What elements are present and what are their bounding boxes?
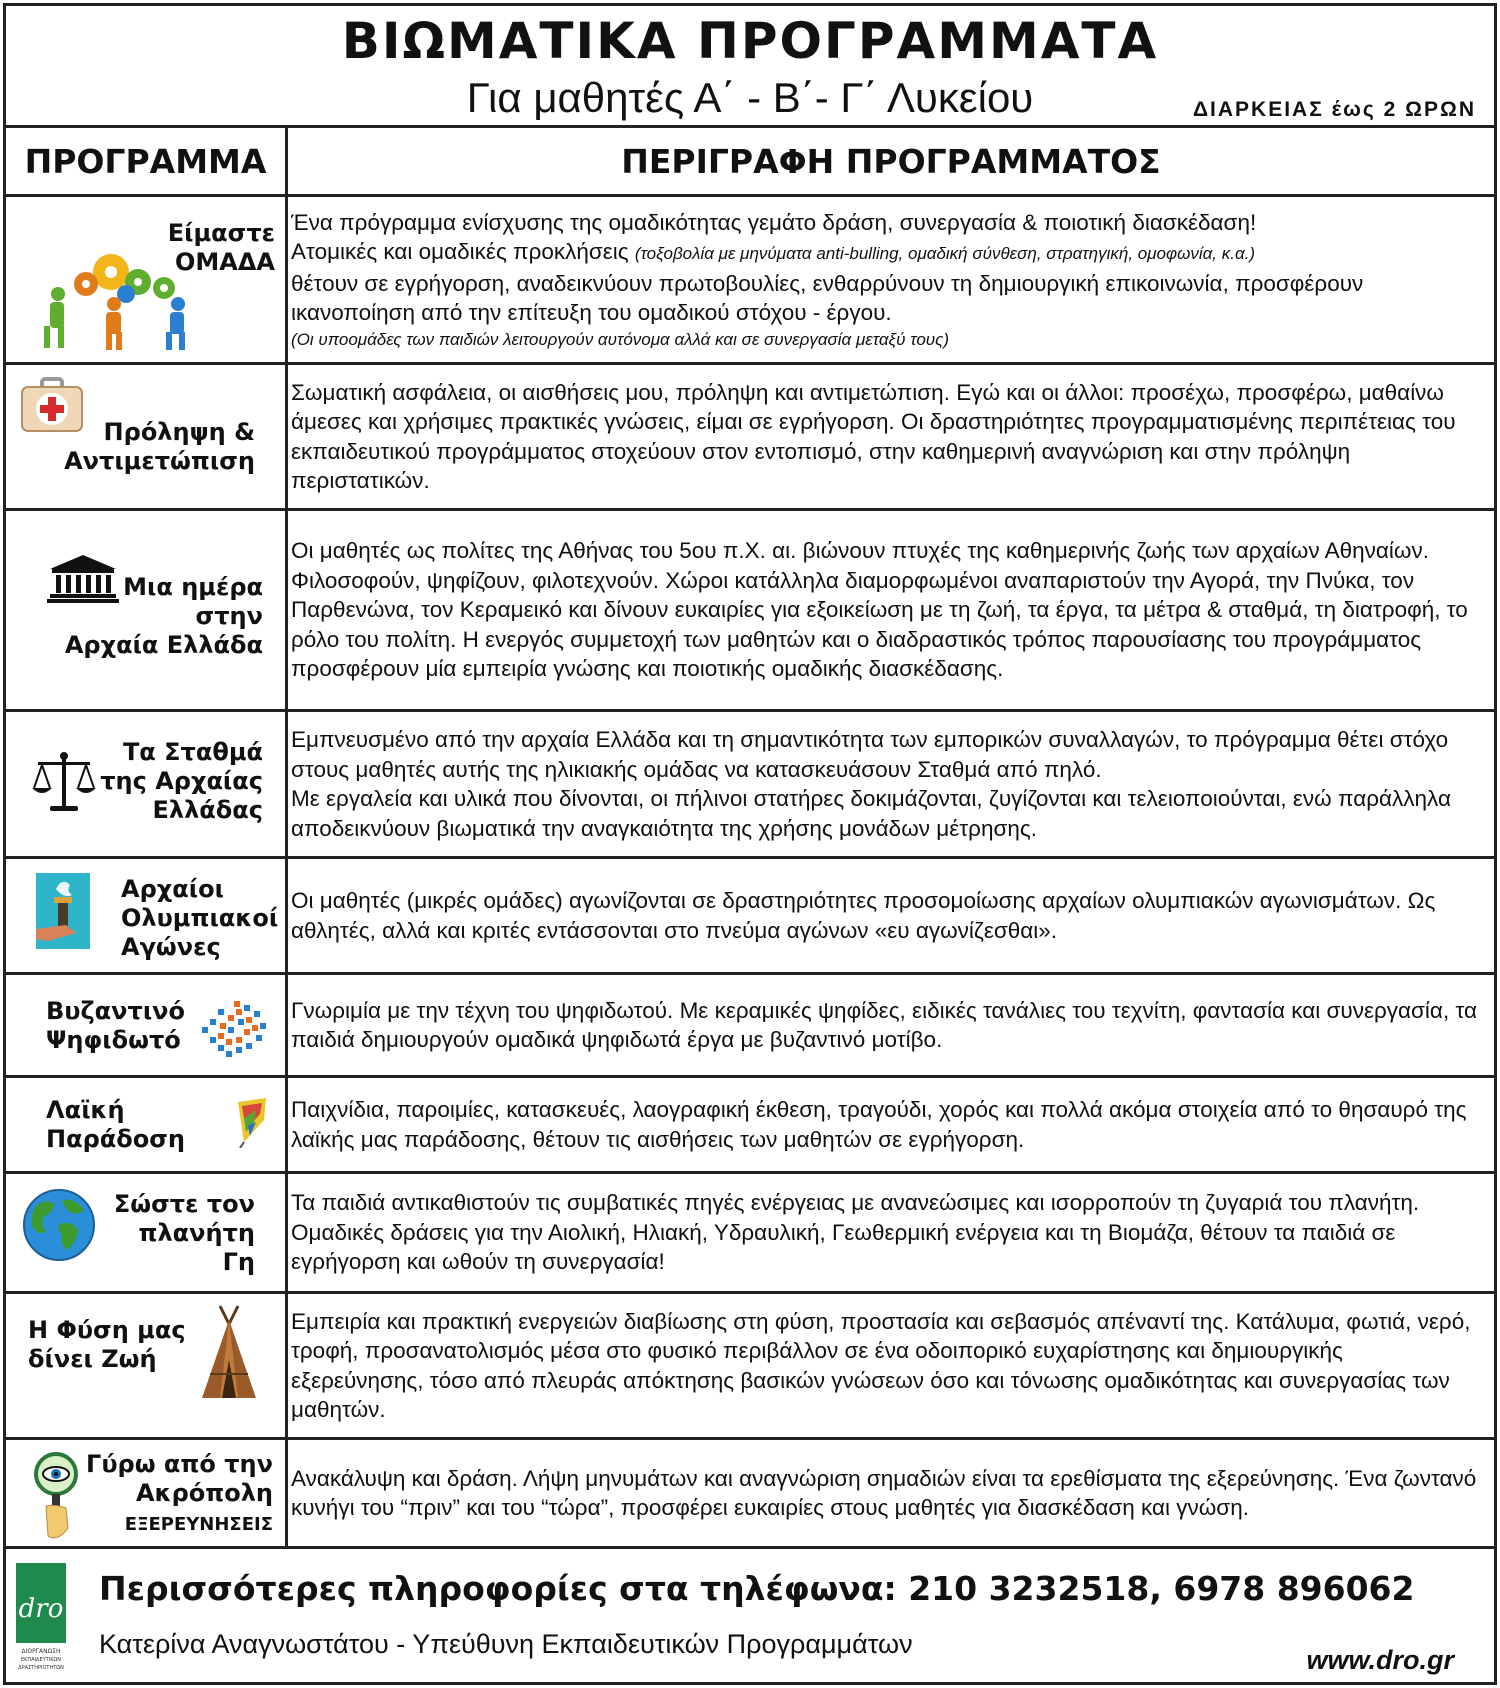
program-cell (6, 1440, 288, 1546)
program-description: Γνωριμία με την τέχνη του ψηφιδωτού. Με κεραμικές ψηφίδες, ειδικές τανάλιες του τεχνίτη, φαντασία και συνεργασία, τα παιδιά δημιουργούν ομαδικά ψηφιδωτά έργα με βυζαντινό μοτίβο. (291, 997, 1478, 1052)
program-row-ancient-weights (6, 712, 1494, 859)
program-name: Σώστε τον πλανήτη Γη (113, 1190, 255, 1276)
program-row-save-the-planet (6, 1174, 1494, 1294)
dro-logo (14, 1559, 72, 1679)
svg-text:dro: dro (18, 1594, 64, 1624)
svg-text:ΔΙΟΡΓΑΝΩΣΗ: ΔΙΟΡΓΑΝΩΣΗ (21, 1648, 61, 1655)
earth-globe-icon (22, 1188, 96, 1262)
footer (6, 1549, 1494, 1682)
poster (3, 3, 1497, 1685)
program-cell (6, 1294, 288, 1437)
program-cell (6, 859, 288, 972)
program-cell (6, 975, 288, 1075)
mosaic-tiles-icon (198, 997, 270, 1059)
header (6, 6, 1494, 128)
program-name: Αρχαίοι Ολυμπιακοί Αγώνες (121, 875, 279, 961)
magnifier-eye-icon (32, 1450, 84, 1542)
program-row-byzantine-mosaic (6, 975, 1494, 1078)
page-subtitle: Για μαθητές Α΄ - Β΄- Γ΄ Λυκείου (466, 74, 1034, 121)
program-description: Ανακάλυψη και δράση. Λήψη μηνυμάτων και αναγνώριση σημαδιών είναι τα ερεθίσματα της εξερεύνησης. Ένα ζωντανό κυνήγι του “πριν” και του “τώρα”, προσφέρει ευκαιρίες στους μαθητές για διασκέδαση και γνώση. (291, 1465, 1477, 1520)
program-description: Εμπειρία και πρακτική ενεργειών διαβίωσης στη φύση, προστασία και σεβασμός απέναντί της. Κατάλυμα, φωτιά, νερό, τροφή, προσανατολισμός μέσα στο φυσικό περιβάλλον σε ένα οδοιπορικό ευχαρίστησης και δημιουργικής εξερεύνησης, τόσο από πλευράς απόκτησης βασικών γνώσεων όσο και τόνωσης ομαδικότητας και συνεργασίας των μαθητών. (291, 1308, 1471, 1422)
program-cell (6, 511, 288, 709)
column-header-description: ΠΕΡΙΓΡΑΦΗ ΠΡΟΓΡΑΜΜΑΤΟΣ (288, 128, 1494, 197)
olympic-torch-icon (36, 873, 90, 949)
program-cell (6, 365, 288, 508)
program-row-nature-gives-life (6, 1294, 1494, 1440)
contact-phones: Περισσότερες πληροφορίες στα τηλέφωνα: 210 3232518, 6978 896062 (99, 1569, 1415, 1608)
program-name: Γύρω από την Ακρόπολη ΕΞΕΡΕΥΝΗΣΕΙΣ (86, 1450, 273, 1539)
program-description: Οι μαθητές (μικρές ομάδες) αγωνίζονται σε δραστηριότητες προσομοίωσης αρχαίων ολυμπιακών αγωνισμάτων. Ως αθλητές, αλλά και κριτές εντάσσονται στο πνεύμα αγώνων «ευ αγωνίζεσθαι». (291, 888, 1436, 943)
svg-text:ΔΡΑΣΤΗΡΙΟΤΗΤΩΝ: ΔΡΑΣΤΗΡΙΟΤΗΤΩΝ (18, 1665, 64, 1671)
program-name: Μια ημέρα στην Αρχαία Ελλάδα (64, 573, 263, 659)
balance-scale-icon (32, 750, 96, 814)
program-tag: ΕΞΕΡΕΥΝΗΣΕΙΣ (124, 1514, 273, 1535)
program-manager: Κατερίνα Αναγνωστάτου - Υπεύθυνη Εκπαιδευτικών Προγραμμάτων (99, 1629, 913, 1659)
program-name: Βυζαντινό Ψηφιδωτό (46, 997, 186, 1054)
program-name: Είμαστε ΟΜΑΔΑ (167, 219, 275, 276)
duration-label: ΔΙΑΡΚΕΙΑΣ έως 2 ΩΡΩΝ (1192, 98, 1476, 121)
program-description: Σωματική ασφάλεια, οι αισθήσεις μου, πρόληψη και αντιμετώπιση. Εγώ και οι άλλοι: προσέχω, προσφέρω, μαθαίνω άμεσες και χρήσιμες πρακτικές γνώσεις, είμαι σε εγρήγορση. Οι δραστηριότητες προγραμματισμένης περιπέτειας του εκπαιδευτικού προγράμματος στοχεύουν στον εντοπισμό, στην καθημερινή αναγνώριση και στην πρόληψη περιστατικών. (291, 379, 1456, 493)
program-row-olympic-games (6, 859, 1494, 975)
page-title: ΒΙΩΜΑΤΙΚΑ ΠΡΟΓΡΑΜΜΑΤΑ (341, 12, 1159, 70)
program-row-around-acropolis (6, 1440, 1494, 1549)
program-name: Λαϊκή Παράδοση (46, 1096, 185, 1153)
program-row-folk-tradition (6, 1078, 1494, 1174)
program-name: Πρόληψη & Αντιμετώπιση (64, 418, 255, 475)
svg-text:ΕΚΠΑΙΔΕΥΤΙΚΩΝ: ΕΚΠΑΙΔΕΥΤΙΚΩΝ (20, 1657, 62, 1663)
website-link[interactable]: www.dro.gr (1306, 1645, 1454, 1675)
program-cell (6, 197, 288, 362)
program-description: Ένα πρόγραμμα ενίσχυσης της ομαδικότητας γεμάτο δράση, συνεργασία & ποιοτική διασκέδαση! Ατομικές και ομαδικές προκλήσεις (τοξοβολία με μηνύματα anti-bulling, ομαδική σύνθεση, στρατηγική, ομοφωνία, κ.α.) θέτουν σε εγρήγορση, αναδεικνύουν πρωτοβουλίες, ενθαρρύνουν τη δημιουργική επικοινωνία, προσφέρουν ικανοποίηση από την επίτευξη του ομαδικού στόχου - έργου. (Οι υποομάδες των παιδιών λειτουργούν αυτόνομα αλλά και σε συνεργασία μεταξύ τους) (291, 209, 1364, 349)
column-header-program: ΠΡΟΓΡΑΜΜΑ (6, 128, 288, 197)
program-cell (6, 712, 288, 856)
program-row-prevention (6, 365, 1494, 511)
program-description: Παιχνίδια, παροιμίες, κατασκευές, λαογραφική έκθεση, τραγούδι, χορός και πολλά ακόμα στοιχεία από το θησαυρό της λαϊκής μας παράδοσης, θέτουν τις αισθήσεις των μαθητών σε εγρήγορση. (291, 1097, 1467, 1152)
program-name: Τα Σταθμά της Αρχαίας Ελλάδας (100, 738, 263, 824)
program-row-ancient-greece (6, 511, 1494, 712)
program-cell (6, 1174, 288, 1291)
program-row-team (6, 197, 1494, 365)
spinning-top-icon (230, 1096, 270, 1148)
program-description: Εμπνευσμένο από την αρχαία Ελλάδα και τη σημαντικότητα των εμπορικών συναλλαγών, το πρόγραμμα θέτει στόχο στους μαθητές αυτής της ηλικιακής ομάδας να κατασκευάσουν Σταθμά από πηλό. Με εργαλεία και υλικά που δίνονται, οι πήλινοι στατήρες δοκιμάζονται, ζυγίζονται και τελειοποιούνται, ενώ παράλληλα αποδεικνύουν βιωματικά την αναγκαιότητα της χρήσης μονάδων μέτρησης. (291, 727, 1451, 841)
program-name: Η Φύση μας δίνει Ζωή (28, 1316, 186, 1373)
program-description: Τα παιδιά αντικαθιστούν τις συμβατικές πηγές ενέργειας με ανανεώσιμες και ισορροπούν τη ζυγαριά του πλανήτη. Ομαδικές δράσεις για την Αιολική, Ηλιακή, Υδραυλική, Γεωθερμική ενέργεια και τη Βιομάζα, θέτουν τα παιδιά σε εγρήγορση και ωθούν τη συνεργασία! (291, 1190, 1420, 1275)
teepee-tent-icon (198, 1304, 260, 1400)
program-cell (6, 1078, 288, 1171)
program-description: Οι μαθητές ως πολίτες της Αθήνας του 5ου π.Χ. αι. βιώνουν πτυχές της καθημερινής ζωής των αρχαίων Αθηναίων. Φιλοσοφούν, ψηφίζουν, φιλοτεχνούν. Χώροι κατάλληλα διαμορφωμένοι αναπαριστούν την Αγορά, την Πνύκα, τον Παρθενώνα, τον Κεραμεικό και δίνουν ευκαιρίες για εξοικείωση με τη ζωή, τα έργα, τα μέτρα & σταθμά, τη διατροφή, το ρόλο του πολίτη. Η ενεργός συμμετοχή των μαθητών και ο διαδραστικός τρόπος παρουσίασης του προγράμματος προσφέρουν μία εμπειρία γνώσης και ποιοτικής ομαδικής διασκέδασης. (291, 538, 1468, 682)
